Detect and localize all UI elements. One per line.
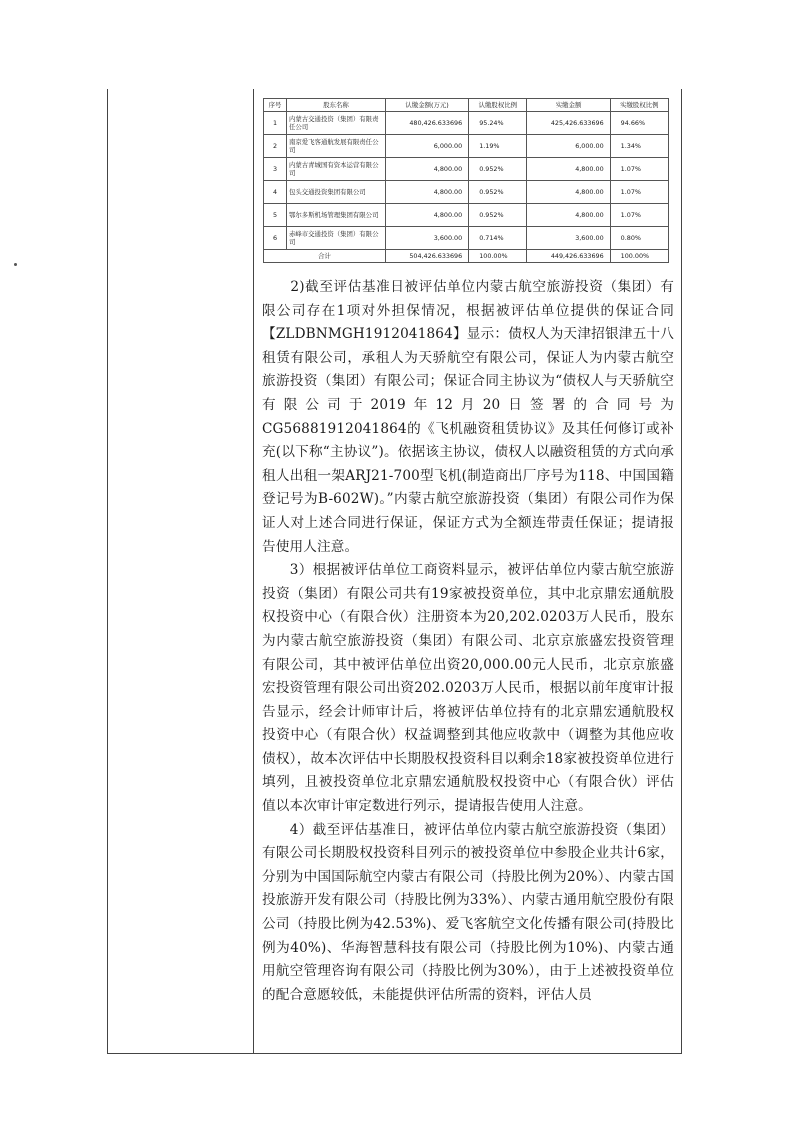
cell-name: 内蒙古青城国有资本运营有限公司 xyxy=(287,158,386,181)
cell-seq: 5 xyxy=(264,204,287,227)
table-header-row xyxy=(264,99,669,112)
cell-subscribed: 6,000.00 xyxy=(386,135,469,158)
paragraph-external-guarantee: 2)截至评估基准日被评估单位内蒙古航空旅游投资（集团）有限公司存在1项对外担保情况，根据被评估单位提供的保证合同【ZLDBNMGH1912041864】显示：债权人为天津招银津五十八租赁有限公司，承租人为天骄航空有限公司，保证人为内蒙古航空旅游投资（集团）有限公司；保证合同主协议为“债权人与天骄航空有限公司于2019年12月20日签署的合同号为CG56881912041864的《飞机融资租赁协议》及其任何修订或补充(以下称“主协议”)。依据该主协议，债权人以融资租赁的方式向承租人出租一架ARJ21-700型飞机(制造商出厂序号为118、中国国籍登记号为B-602W)。”内蒙古航空旅游投资（集团）有限公司作为保证人对上述合同进行保证，保证方式为全额连带责任保证；提请报告使用人注意。 xyxy=(262,279,674,555)
cell-paid-ratio: 1.07% xyxy=(610,158,668,181)
cell-paid-ratio: 94.66% xyxy=(610,112,668,135)
table-row xyxy=(264,112,669,135)
cell-seq: 4 xyxy=(264,181,287,204)
cell-seq: 6 xyxy=(264,227,287,250)
table-row xyxy=(264,227,669,250)
cell-subscribed: 480,426.633696 xyxy=(386,112,469,135)
cell-subscribed-ratio: 0.714% xyxy=(469,227,527,250)
total-subscribed-ratio: 100.00% xyxy=(469,250,527,263)
cell-paid: 3,600.00 xyxy=(527,227,610,250)
cell-name: 鄂尔多斯机场管理集团有限公司 xyxy=(287,204,386,227)
cell-paid-ratio: 1.34% xyxy=(610,135,668,158)
cell-subscribed: 4,800.00 xyxy=(386,158,469,181)
cell-seq: 2 xyxy=(264,135,287,158)
table-total-row xyxy=(264,250,669,263)
cell-subscribed: 4,800.00 xyxy=(386,181,469,204)
cell-seq: 1 xyxy=(264,112,287,135)
cell-seq: 3 xyxy=(264,158,287,181)
header-subscribed: 认缴金额(万元) xyxy=(386,99,469,112)
header-paid: 实缴金额 xyxy=(527,99,610,112)
cell-subscribed-ratio: 0.952% xyxy=(469,204,527,227)
cell-paid-ratio: 1.07% xyxy=(610,204,668,227)
cell-subscribed: 4,800.00 xyxy=(386,204,469,227)
total-paid: 449,426.633696 xyxy=(527,250,610,263)
total-subscribed: 504,426.633696 xyxy=(386,250,469,263)
header-subscribed-ratio: 认缴股权比例 xyxy=(469,99,527,112)
table-row xyxy=(264,135,669,158)
total-label: 合计 xyxy=(264,250,386,263)
cell-name: 包头交通投资集团有限公司 xyxy=(287,181,386,204)
cell-subscribed-ratio: 0.952% xyxy=(469,158,527,181)
cell-subscribed: 3,600.00 xyxy=(386,227,469,250)
header-paid-ratio: 实缴股权比例 xyxy=(610,99,668,112)
cell-paid-ratio: 1.07% xyxy=(610,181,668,204)
shareholder-table xyxy=(263,98,669,263)
cell-subscribed-ratio: 95.24% xyxy=(469,112,527,135)
paragraph-investee-units: 3）根据被评估单位工商资料显示，被评估单位内蒙古航空旅游投资（集团）有限公司共有19家被投资单位，其中北京鼎宏通航股权投资中心（有限合伙）注册资本为20,202.0203万人民币，股东为内蒙古航空旅游投资（集团）有限公司、北京京旅盛宏投资管理有限公司，其中被评估单位出资20,000.00元人民币，北京京旅盛宏投资管理有限公司出资202.0203万人民币，根据以前年度审计报告显示，经会计师审计后，将被评估单位持有的北京鼎宏通航股权投资中心（有限合伙）权益调整到其他应收款中（调整为其他应收债权），故本次评估中长期股权投资科目以剩余18家被投资单位进行填列，且被投资单位北京鼎宏通航股权投资中心（有限合伙）评估值以本次审计审定数进行列示，提请报告使用人注意。 xyxy=(262,562,674,815)
cell-name: 内蒙古交通投资（集团）有限责任公司 xyxy=(287,112,386,135)
cell-paid: 4,800.00 xyxy=(527,204,610,227)
paragraph-equity-participation: 4）截至评估基准日，被评估单位内蒙古航空旅游投资（集团）有限公司长期股权投资科目列示的被投资单位中参股企业共计6家，分别为中国国际航空内蒙古有限公司（持股比例为20%）、内蒙古国投旅游开发有限公司（持股比例为33%）、内蒙古通用航空股份有限公司（持股比例为42.53%)、爱飞客航空文化传播有限公司(持股比例为40%)、华海智慧科技有限公司（持股比例为10%)、内蒙古通用航空管理咨询有限公司（持股比例为30%），由于上述被投资单位的配合意愿较低，未能提供评估所需的资料，评估人员 xyxy=(262,821,674,1003)
cell-paid: 4,800.00 xyxy=(527,158,610,181)
cell-name: 南京爱飞客通航发展有限责任公司 xyxy=(287,135,386,158)
table-row xyxy=(264,204,669,227)
cell-subscribed-ratio: 0.952% xyxy=(469,181,527,204)
cell-paid-ratio: 0.80% xyxy=(610,227,668,250)
report-content xyxy=(262,98,674,1007)
cell-subscribed-ratio: 1.19% xyxy=(469,135,527,158)
table-row xyxy=(264,158,669,181)
scan-dot-mark xyxy=(14,263,17,266)
cell-paid: 4,800.00 xyxy=(527,181,610,204)
cell-paid: 425,426.633696 xyxy=(527,112,610,135)
header-name: 股东名称 xyxy=(287,99,386,112)
table-row xyxy=(264,181,669,204)
total-paid-ratio: 100.00% xyxy=(610,250,668,263)
frame-column-divider xyxy=(253,89,254,1054)
header-seq: 序号 xyxy=(264,99,287,112)
cell-name: 赤峰市交通投资（集团）有限公司 xyxy=(287,227,386,250)
cell-paid: 6,000.00 xyxy=(527,135,610,158)
